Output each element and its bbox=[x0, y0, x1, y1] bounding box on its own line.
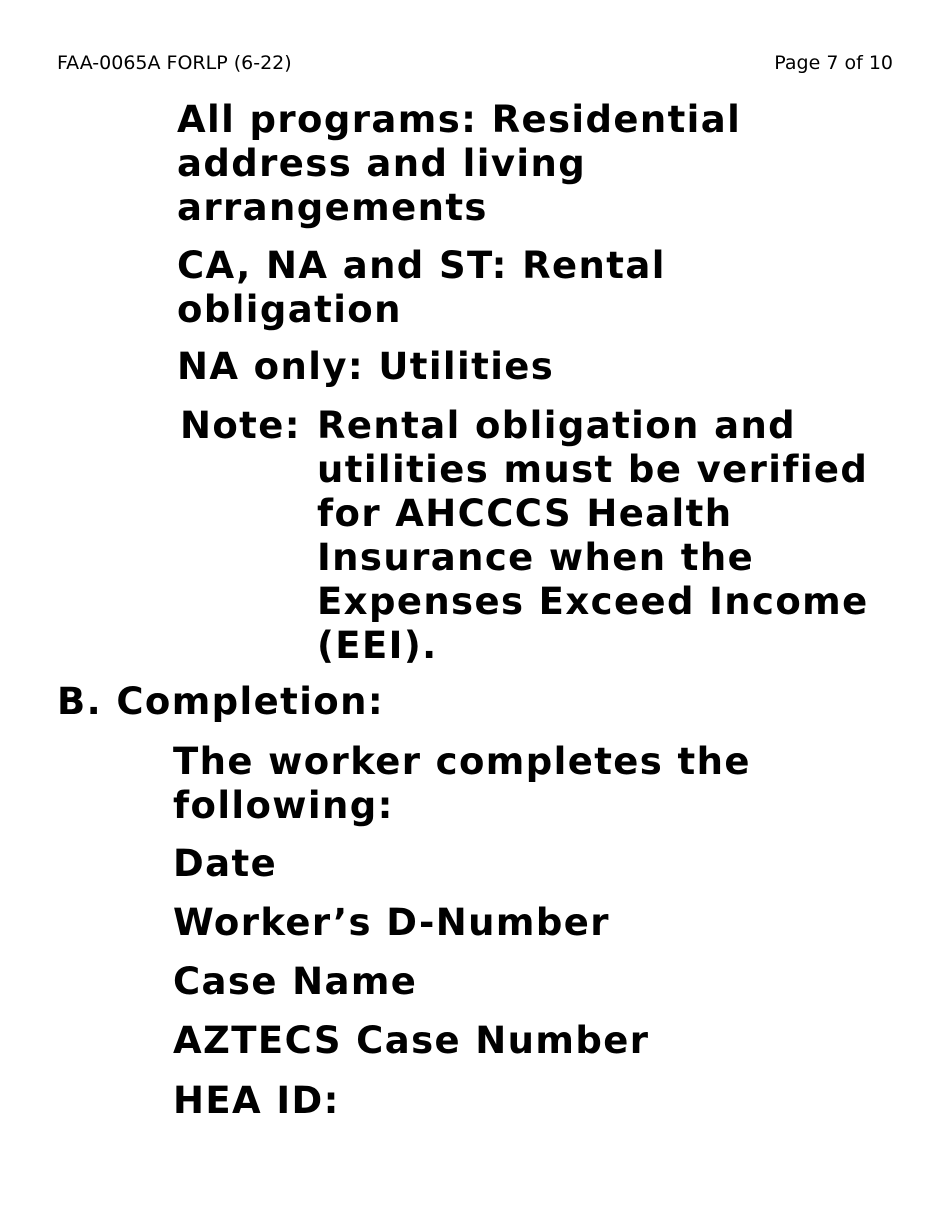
page-number: Page 7 of 10 bbox=[774, 52, 893, 74]
field-worker-d-number: Worker’s D-Number bbox=[173, 901, 610, 944]
all-programs-item: All programs: Residential address and living arrangements bbox=[177, 98, 742, 229]
page-header bbox=[57, 52, 893, 76]
field-case-name: Case Name bbox=[173, 960, 418, 1003]
rental-obligation-item: CA, NA and ST: Rental obligation bbox=[177, 244, 666, 331]
field-aztecs-case-number: AZTECS Case Number bbox=[173, 1019, 650, 1062]
form-id: FAA-0065A FORLP (6-22) bbox=[57, 52, 292, 74]
field-hea-id: HEA ID: bbox=[173, 1079, 340, 1122]
utilities-item: NA only: Utilities bbox=[177, 345, 555, 388]
note-label: Note: bbox=[180, 404, 301, 447]
completion-heading: B. Completion: bbox=[57, 680, 385, 723]
field-date: Date bbox=[173, 842, 278, 885]
note-text: Rental obligation and utilities must be verified for AHCCCS Health Insurance when the Expenses Exceed Income (EEI). bbox=[317, 404, 869, 667]
completion-intro: The worker completes the following: bbox=[173, 740, 751, 827]
